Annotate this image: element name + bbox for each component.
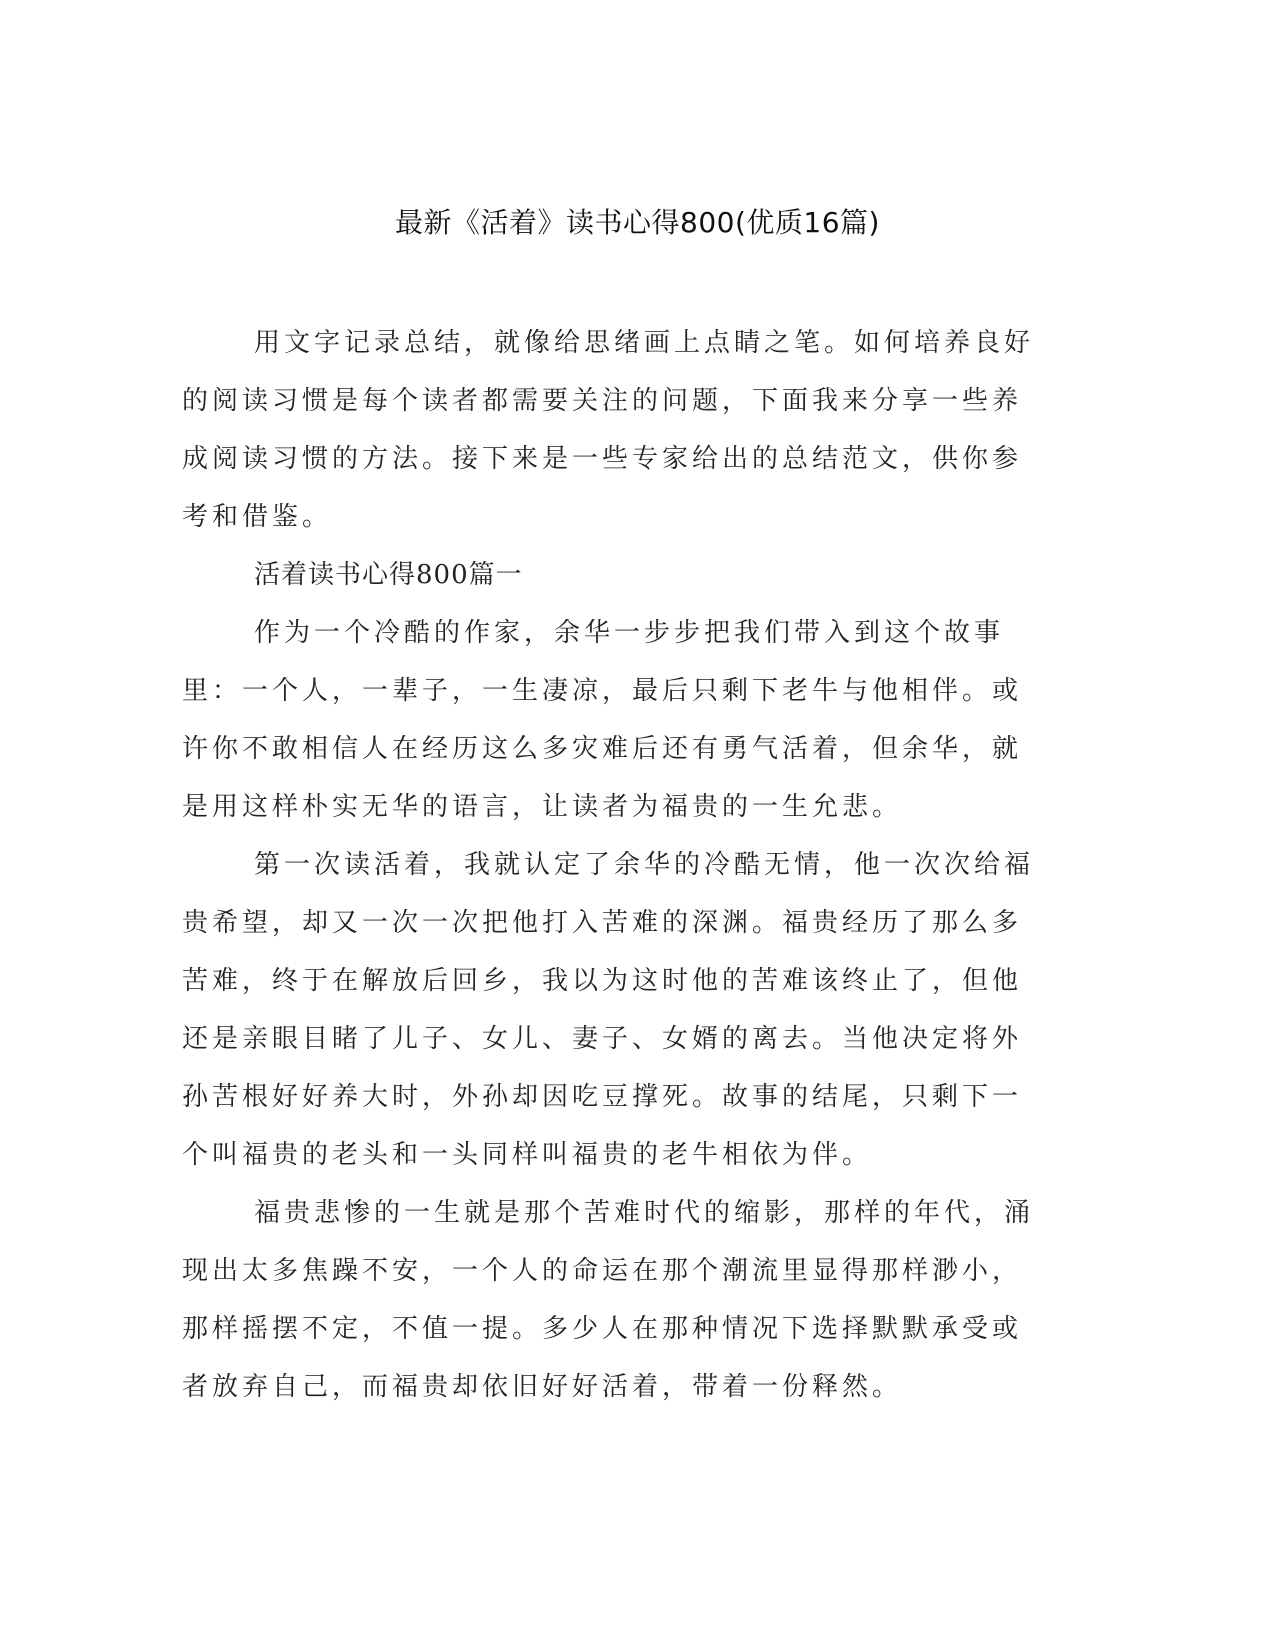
document-title: 最新《活着》读书心得800(优质16篇) (395, 206, 880, 239)
body-paragraph: 作为一个冷酷的作家，余华一步步把我们带入到这个故事里：一个人，一辈子，一生凄凉，最后只剩下老牛与他相伴。或许你不敢相信人在经历这么多灾难后还有勇气活着，但余华，就是用这样朴实无华的语言，让读者为福贵的一生允悲。 (182, 618, 1023, 822)
intro-paragraph: 用文字记录总结，就像给思绪画上点睛之笔。如何培养良好的阅读习惯是每个读者都需要关注的问题，下面我来分享一些养成阅读习惯的方法。接下来是一些专家给出的总结范文，供你参考和借鉴。 (182, 328, 1035, 532)
body-paragraph: 福贵悲惨的一生就是那个苦难时代的缩影，那样的年代，涌现出太多焦躁不安，一个人的命运在那个潮流里显得那样渺小，那样摇摆不定，不值一提。多少人在那种情况下选择默默承受或者放弃自己，而福贵却依旧好好活着，带着一份释然。 (182, 1198, 1035, 1402)
document-body (182, 314, 1034, 1416)
section-heading: 活着读书心得800篇一 (254, 560, 523, 590)
body-paragraph: 第一次读活着，我就认定了余华的冷酷无情，他一次次给福贵希望，却又一次一次把他打入苦难的深渊。福贵经历了那么多苦难，终于在解放后回乡，我以为这时他的苦难该终止了，但他还是亲眼目睹了儿子、女儿、妻子、女婿的离去。当他决定将外孙苦根好好养大时，外孙却因吃豆撑死。故事的结尾，只剩下一个叫福贵的老头和一头同样叫福贵的老牛相依为伴。 (182, 850, 1035, 1170)
